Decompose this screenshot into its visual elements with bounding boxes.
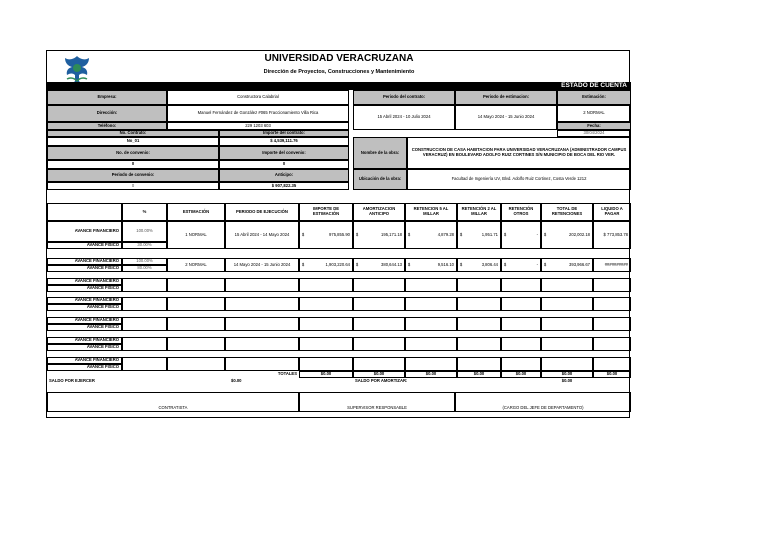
totales-label: TOTALES [277, 371, 297, 377]
row2-importe: 1,903,220.64 [299, 258, 353, 272]
no-convenio-label: No. de convenio: [47, 146, 219, 160]
col-header-importe: IMPORTE DE ESTIMACIÓN [299, 203, 353, 221]
row1-periodo: 15 Abril 2024 - 14 Mayo 2024 [225, 221, 299, 249]
ubicacion-label: Ubicación de la obra: [353, 169, 407, 190]
row7-avance-financiero-label: AVANCE FINANCIERO [47, 357, 122, 364]
currency-sign: $ [543, 231, 547, 237]
row2-liquido: ########## [593, 258, 631, 272]
col-header-ret2: RETENCIÓN 2 AL MILLAR [457, 203, 501, 221]
row6-avance-fisico-label: AVANCE FISICO [47, 344, 122, 351]
empty-cell [457, 278, 501, 292]
row1-avance-financiero-label: AVANCE FINANCIERO [47, 221, 122, 242]
col-header-periodo: PERIODO DE EJECUCIÓN [225, 203, 299, 221]
empty-cell [405, 278, 457, 292]
periodo-contrato-value: 15 Abril 2024 - 10 Julio 2024 [353, 105, 455, 130]
saldo-amortizar-label: SALDO POR AMORTIZAR: [355, 378, 408, 384]
row5-avance-financiero-label: AVANCE FINANCIERO [47, 317, 122, 324]
currency-sign: $ [355, 231, 359, 237]
fecha-value: 30/04/2024 [557, 130, 631, 137]
table-header-blank [47, 203, 122, 221]
empty-cell [299, 337, 353, 351]
currency-sign: $ [543, 261, 547, 267]
row2-estimacion: 2 NORMAL [167, 258, 225, 272]
empty-cell [541, 297, 593, 311]
empty-cell [167, 297, 225, 311]
empty-cell [501, 337, 541, 351]
currency-sign: $ [407, 261, 411, 267]
estado-de-cuenta-sheet [46, 50, 630, 418]
empty-cell [457, 357, 501, 371]
row1-importe: 975,855.90 [299, 221, 353, 249]
periodo-convenio-value: 0 [47, 182, 219, 190]
estimacion-value: 2 NORMAL [557, 105, 631, 122]
total-ret2: $0.00 [457, 371, 501, 378]
col-header-amortizacion: AMORTIZACION ANTICIPO [353, 203, 405, 221]
telefono-label: Teléfono: [47, 122, 167, 130]
row2-ret5: 9,516.10 [405, 258, 457, 272]
empty-cell [457, 297, 501, 311]
row1-otros: - [501, 221, 541, 249]
empty-cell [501, 357, 541, 371]
row1-total: 202,002.18 [541, 221, 593, 249]
direccion-value: Manuel Fernández de González #065 Fraccionamiento Villa Rica [167, 105, 349, 122]
currency-sign: $ [459, 231, 463, 237]
col-header-total: TOTAL DE RETENCIONES [541, 203, 593, 221]
row3-avance-fisico-label: AVANCE FISICO [47, 285, 122, 292]
col-header-pct: % [122, 203, 167, 221]
empty-cell [501, 317, 541, 331]
row2-avance-fisico-label: AVANCE FISICO [47, 265, 122, 272]
empty-cell [405, 317, 457, 331]
row4-avance-fisico-label: AVANCE FISICO [47, 304, 122, 311]
total-retenciones: $0.00 [541, 371, 593, 378]
contratista-signature: CONTRATISTA [47, 392, 299, 412]
periodo-convenio-label: Periodo de convenio: [47, 169, 219, 182]
empty-cell [167, 317, 225, 331]
empty-cell [225, 357, 299, 371]
fecha-label: Fecha: [557, 122, 631, 130]
currency-sign: $ [503, 231, 507, 237]
empty-cell [405, 297, 457, 311]
currency-sign: $ [503, 261, 507, 267]
empty-cell [405, 337, 457, 351]
row1-pct-fisico: 30.00% [122, 242, 167, 249]
empresa-value: Constructora Calabrial [167, 90, 349, 105]
estado-de-cuenta-label: ESTADO DE CUENTA [561, 82, 627, 89]
col-header-otros: RETENCIÓN OTROS [501, 203, 541, 221]
row2-avance-financiero-label: AVANCE FINANCIERO [47, 258, 122, 265]
empty-cell [299, 357, 353, 371]
saldo-amortizar-value: $0.00 [561, 378, 573, 384]
currency-sign: $ [355, 261, 359, 267]
empty-cell [541, 337, 593, 351]
empty-cell [225, 337, 299, 351]
empty-cell [122, 317, 167, 331]
anticipo-value: $ 907,822.35 [219, 182, 349, 190]
empty-cell [593, 337, 631, 351]
empty-cell [353, 357, 405, 371]
empty-cell [122, 278, 167, 292]
estimacion-label: Estimación: [557, 90, 631, 105]
anticipo-label: Anticipo: [219, 169, 349, 182]
empty-cell [225, 278, 299, 292]
periodo-estimacion-value: 14 Mayo 2024 - 15 Junio 2024 [455, 105, 557, 130]
empty-cell [541, 278, 593, 292]
row1-ret2: 1,951.71 [457, 221, 501, 249]
row1-estimacion: 1 NORMAL [167, 221, 225, 249]
row2-periodo: 14 Mayo 2024 - 15 Junio 2024 [225, 258, 299, 272]
empty-cell [353, 297, 405, 311]
empty-cell [225, 297, 299, 311]
row2-ret2: 3,806.44 [457, 258, 501, 272]
row2-pct-fisico: 80.00% [122, 265, 167, 272]
telefono-value: 229 1203 603 [167, 122, 349, 130]
empty-cell [299, 278, 353, 292]
empty-cell [353, 317, 405, 331]
importe-convenio-value: 0 [219, 160, 349, 169]
jefe-signature: (CARGO DEL JEFE DE DEPARTAMENTO) [455, 392, 631, 412]
no-convenio-value: 0 [47, 160, 219, 169]
currency-sign: $ [301, 261, 305, 267]
row2-amortizacion: 380,644.13 [353, 258, 405, 272]
total-liquido: $0.00 [593, 371, 631, 378]
empty-cell [593, 357, 631, 371]
obra-label: Nombre de la obra: [353, 137, 407, 169]
empty-cell [593, 317, 631, 331]
row3-avance-financiero-label: AVANCE FINANCIERO [47, 278, 122, 285]
row2-otros: - [501, 258, 541, 272]
empty-cell [299, 297, 353, 311]
empty-cell [457, 317, 501, 331]
row1-liquido: $ 773,853.78 [593, 221, 631, 249]
empty-cell [457, 337, 501, 351]
no-contrato-value: No_01 [47, 137, 219, 146]
row1-amortizacion: 195,171.18 [353, 221, 405, 249]
empresa-label: Empresa: [47, 90, 167, 105]
currency-sign: $ [407, 231, 411, 237]
ubicacion-value: Facultad de Ingeniería UV, Blvd. Adolfo Ruiz Cortinez, Costa Verde 1212 [407, 169, 631, 190]
row1-avance-fisico-label: AVANCE FISICO [47, 242, 122, 249]
saldo-ejercer-label: SALDO POR EJERCER [49, 378, 95, 384]
row2-total: 393,966.67 [541, 258, 593, 272]
direccion-label: Dirección: [47, 105, 167, 122]
total-amortizacion: $0.00 [353, 371, 405, 378]
empty-cell [122, 297, 167, 311]
periodo-estimacion-label: Periodo de estimacion: [455, 90, 557, 105]
empty-cell [353, 337, 405, 351]
page-subtitle: Dirección de Proyectos, Construcciones y Mantenimiento [263, 69, 415, 75]
page-title: UNIVERSIDAD VERACRUZANA [264, 53, 414, 64]
row1-ret5: 4,879.28 [405, 221, 457, 249]
col-header-estimacion: ESTIMACIÓN [167, 203, 225, 221]
total-importe: $0.00 [299, 371, 353, 378]
empty-cell [593, 297, 631, 311]
empty-cell [501, 278, 541, 292]
empty-cell [167, 337, 225, 351]
no-contrato-label: No. Contrato: [47, 130, 219, 137]
currency-sign: $ [459, 261, 463, 267]
empty-cell [501, 297, 541, 311]
empty-cell [225, 317, 299, 331]
col-header-ret5: RETENCION 5 AL MILLAR [405, 203, 457, 221]
col-header-liquido: LIQUIDO A PAGAR [593, 203, 631, 221]
empty-cell [405, 357, 457, 371]
empty-cell [353, 278, 405, 292]
saldo-ejercer-value: $0.00 [231, 378, 242, 384]
importe-convenio-label: Importe del convenio: [219, 146, 349, 160]
currency-sign: $ [301, 231, 305, 237]
row6-avance-financiero-label: AVANCE FINANCIERO [47, 337, 122, 344]
empty-cell [122, 337, 167, 351]
row2-pct-financiero: 100.00% [122, 258, 167, 265]
empty-cell [167, 278, 225, 292]
periodo-contrato-label: Periodo del contrato: [353, 90, 455, 105]
importe-contrato-label: Importe del contrato: [219, 130, 349, 137]
supervisor-signature: SUPERVISOR RESPONSABLE [299, 392, 455, 412]
empty-cell [541, 357, 593, 371]
header-bar [47, 82, 631, 90]
total-otros: $0.00 [501, 371, 541, 378]
row1-pct-financiero: 100.00% [122, 221, 167, 242]
empty-cell [122, 357, 167, 371]
empty-cell [541, 317, 593, 331]
row5-avance-fisico-label: AVANCE FISICO [47, 324, 122, 331]
total-ret5: $0.00 [405, 371, 457, 378]
row4-avance-financiero-label: AVANCE FINANCIERO [47, 297, 122, 304]
empty-cell [299, 317, 353, 331]
obra-value: CONSTRUCCION DE CASA HABITACION PARA UNIVERSIDAD VERACRUZANA (ADMINISTRADOR CAMPUS VERACRUZ) EN BOULEVARD ADOLFO RUIZ CORTINES S/N MUNICIPIO DE BOCA DEL RIO VER. [407, 137, 631, 169]
empty-cell [593, 278, 631, 292]
importe-contrato-value: $ 4,539,111.76 [219, 137, 349, 146]
row7-avance-fisico-label: AVANCE FISICO [47, 364, 122, 371]
empty-cell [167, 357, 225, 371]
